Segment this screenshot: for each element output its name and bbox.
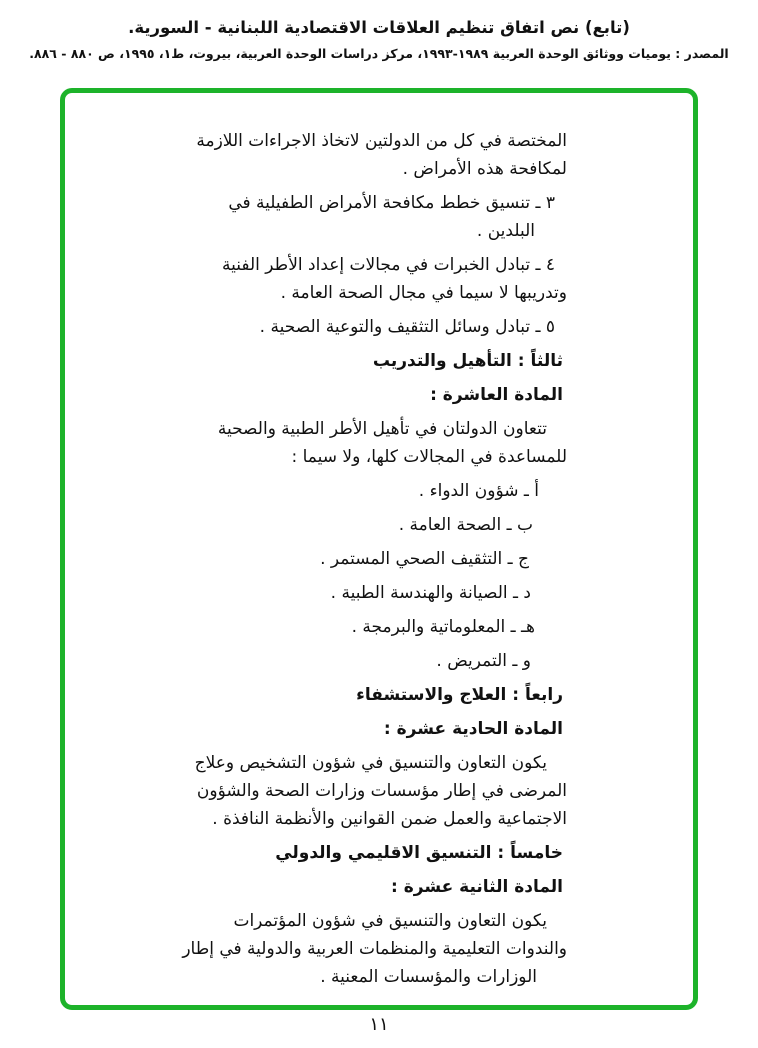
doc-line: المرضى في إطار مؤسسات وزارات الصحة والشؤون — [196, 781, 567, 801]
source-citation: المصدر : يوميات ووثائق الوحدة العربية ١٩٨٩-١٩٩٣، مركز دراسات الوحدة العربية، بيروت، ط١، ١٩٩٥، ص ٨٨٠ - ٨٨٦. — [29, 46, 729, 61]
article-heading-twelve — [87, 873, 567, 901]
doc-line: ٤ ـ تبادل الخبرات في مجالات إعداد الأطر الفنية — [222, 255, 555, 275]
doc-line: تتعاون الدولتان في تأهيل الأطر الطبية والصحية — [217, 419, 547, 439]
heading-line: ثالثاً : التأهيل والتدريب — [372, 351, 563, 371]
list-item-a — [87, 477, 567, 505]
list-item-3 — [87, 189, 567, 245]
page-number: ١١ — [369, 1014, 389, 1035]
doc-line: ٣ ـ تنسيق خطط مكافحة الأمراض الطفيلية في — [228, 193, 555, 213]
list-item-c — [87, 545, 567, 573]
doc-line: البلدين . — [476, 221, 535, 241]
doc-line: ب ـ الصحة العامة . — [398, 515, 533, 535]
doc-line: هـ ـ المعلوماتية والبرمجة . — [351, 617, 535, 637]
doc-line: أ ـ شؤون الدواء . — [418, 481, 539, 501]
paragraph-article-twelve — [87, 907, 567, 991]
paragraph-article-ten — [87, 415, 567, 471]
list-item-4 — [87, 251, 567, 307]
doc-line: والندوات التعليمية والمنظمات العربية والدولية في إطار — [182, 939, 567, 959]
doc-line: للمساعدة في المجالات كلها، ولا سيما : — [291, 447, 567, 467]
section-heading-fifth — [87, 839, 567, 867]
heading-line: المادة الحادية عشرة : — [383, 719, 563, 739]
doc-line: الوزارات والمؤسسات المعنية . — [320, 967, 537, 987]
article-heading-eleven — [87, 715, 567, 743]
paragraph-continuation — [87, 127, 567, 183]
doc-line: د ـ الصيانة والهندسة الطبية . — [330, 583, 531, 603]
list-item-b — [87, 511, 567, 539]
heading-line: المادة العاشرة : — [430, 385, 563, 405]
list-item-w — [87, 647, 567, 675]
doc-line: يكون التعاون والتنسيق في شؤون المؤتمرات — [233, 911, 547, 931]
doc-line: يكون التعاون والتنسيق في شؤون التشخيص وعلاج — [194, 753, 547, 773]
green-frame — [60, 88, 698, 1010]
doc-line: ج ـ التثقيف الصحي المستمر . — [320, 549, 529, 569]
heading-line: رابعاً : العلاج والاستشفاء — [356, 685, 563, 705]
list-item-h — [87, 613, 567, 641]
doc-line: المختصة في كل من الدولتين لاتخاذ الاجراءات اللازمة — [196, 131, 567, 151]
section-heading-third — [87, 347, 567, 375]
heading-line: خامساً : التنسيق الاقليمي والدولي — [275, 843, 563, 863]
article-heading-ten — [87, 381, 567, 409]
section-heading-fourth — [87, 681, 567, 709]
doc-line: لمكافحة هذه الأمراض . — [402, 159, 567, 179]
document-title: (تابع) نص اتفاق تنظيم العلاقات الاقتصادية اللبنانية - السورية. — [128, 18, 630, 37]
doc-line: الاجتماعية والعمل ضمن القوانين والأنظمة النافذة . — [212, 809, 567, 829]
heading-line: المادة الثانية عشرة : — [391, 877, 563, 897]
list-item-5 — [87, 313, 567, 341]
doc-line: وتدريبها لا سيما في مجال الصحة العامة . — [280, 283, 567, 303]
doc-line: و ـ التمريض . — [436, 651, 531, 671]
paragraph-article-eleven — [87, 749, 567, 833]
doc-line: ٥ ـ تبادل وسائل التثقيف والتوعية الصحية . — [259, 317, 555, 337]
list-item-d — [87, 579, 567, 607]
page-header — [0, 0, 758, 61]
